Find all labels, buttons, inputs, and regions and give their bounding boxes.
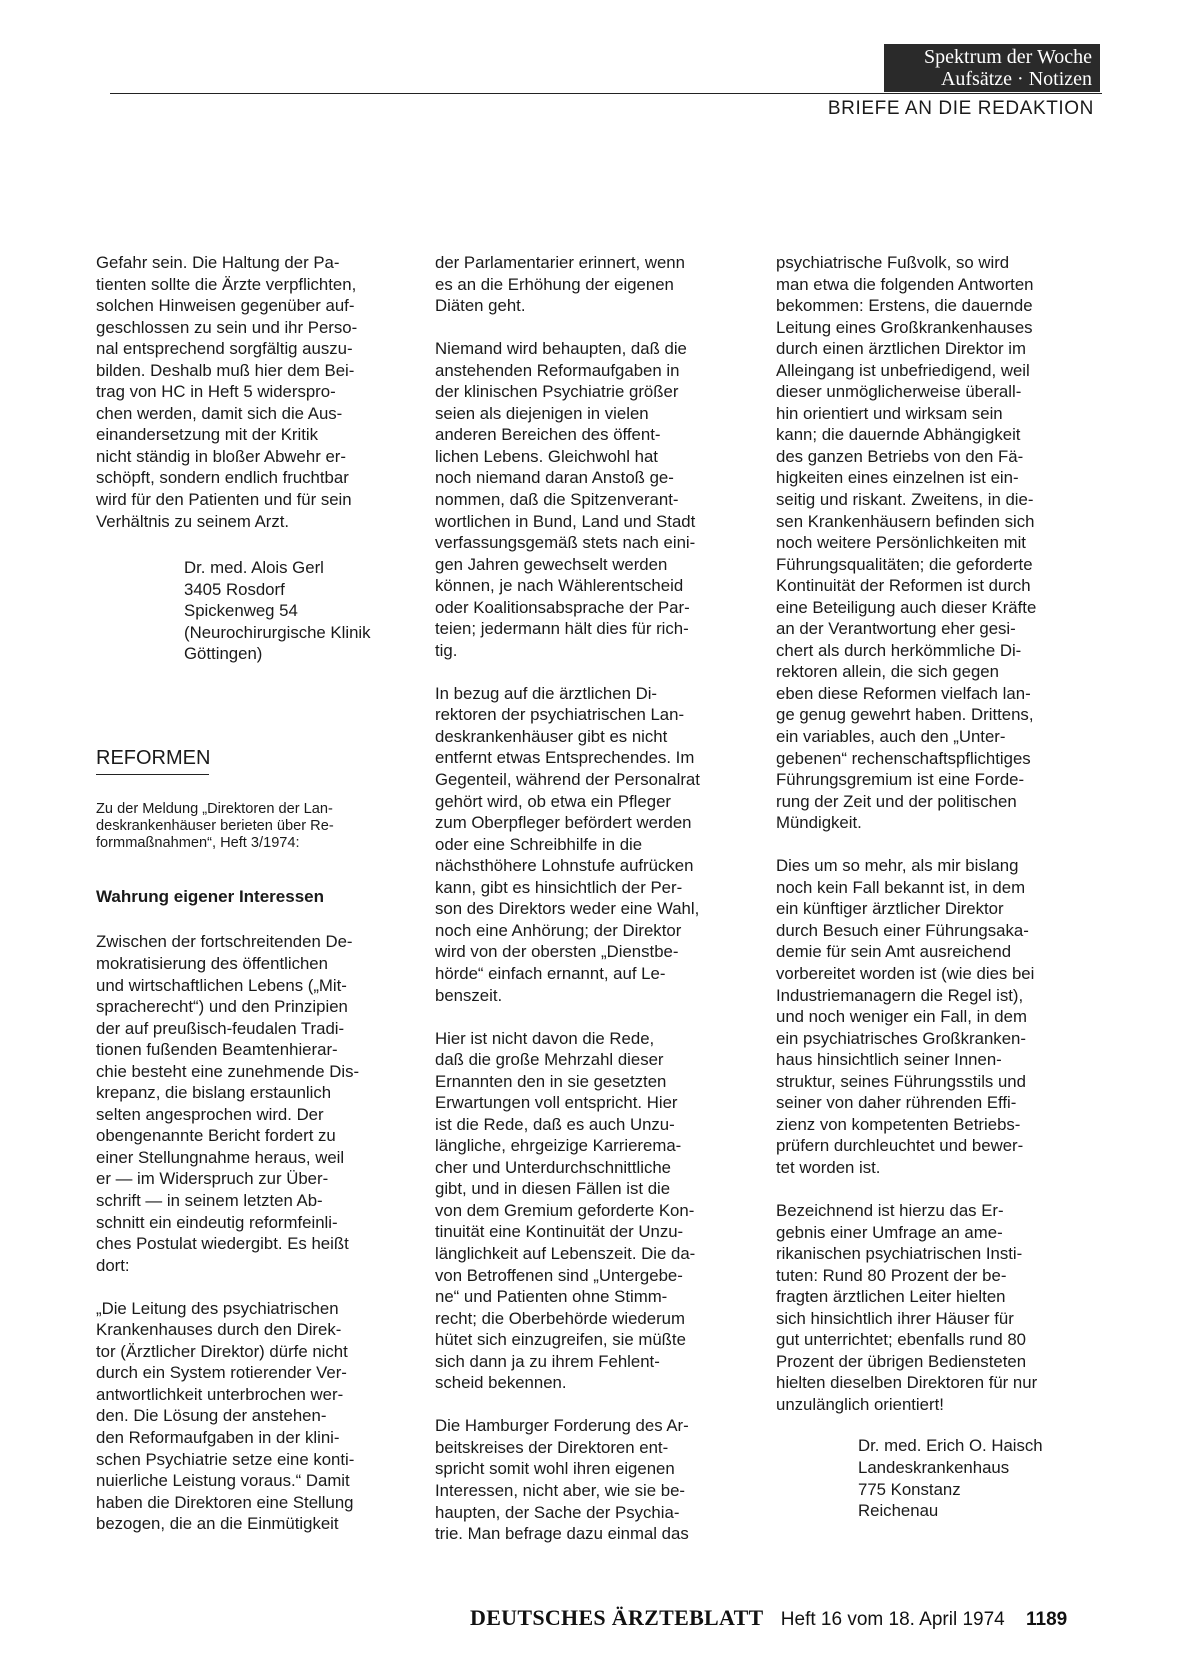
paragraph: Zwischen der fortschreitenden De- mokratisierung des öffentlichen und wirtschaftlichen Lebens („Mit- spracherecht“) und den Prinzipien der auf preußisch-feudalen Tradi- tionen fußenden Beamtenhierar- chie besteht eine zunehmende Dis- krepanz, die bislang erstaunlich selten angesprochen wird. Der obengenannte Bericht fordert zu einer Stellungnahme heraus, weil er — im Widerspruch zur Über- schrift — in seinem letzten Ab- schnitt ein eindeutig reformfeinli- ches Postulat wiedergibt. Es heißt dort: [96,932,360,1275]
letter2-signature: Dr. med. Erich O. Haisch Landeskrankenhaus 775 Konstanz Reichenau [858,1436,1043,1521]
paragraph: Hier ist nicht davon die Rede, daß die große Mehrzahl dieser Ernannten den in sie gesetzten Erwartungen voll entspricht. Hier ist die Rede, daß es auch Unzu- längliche, ehrgeizige Karrierema- cher und Unterdurchschnittliche gibt, und in diesen Fällen ist die von dem Gremium geforderte Kon- tinuität eine Kontinuität der Unzu- länglichkeit auf Lebenszeit. Die da- von Betroffenen sind „Untergebe- ne“ und Patienten ohne Stimm- recht; die Oberbehörde wiederum hütet sich einzugreifen, sie müßte sich dann ja zu ihrem Fehlent- scheid bekennen. [435,1028,696,1393]
column-3 [776,252,1094,1522]
paragraph: Bezeichnend ist hierzu das Er- gebnis einer Umfrage an ame- rikanischen psychiatrischen Insti- tuten: Rund 80 Prozent der be- fragten ärztlichen Leiter hielten sich hinsichtlich ihrer Häuser für gut unterrichtet; ebenfalls rund 80 Prozent der übrigen Bediensteten hielten dieselben Direktoren für nur unzulänglich orientiert! [776,1200,1038,1414]
letter1-body: Gefahr sein. Die Haltung der Pa- tienten sollte die Ärzte verpflichten, solchen Hinweisen gegenüber auf- geschlossen zu sein und ihr Perso- nal entsprechend sorgfältig auszu- bilden. Deshalb muß hier dem Bei- trag von HC in Heft 5 widerspro- chen werden, damit sich die Aus- einandersetzung mit der Kritik nicht ständig in bloßer Abwehr er- schöpft, sondern endlich fruchtbar wird für den Patienten und für sein Verhältnis zu seinem Arzt. [96,253,358,531]
paragraph: Die Hamburger Forderung des Ar- beitskreises der Direktoren ent- spricht somit wohl ihren eigenen Interessen, nicht aber, wie sie be- haupten, der Sache der Psychia- trie. Man befrage dazu einmal das [435,1416,689,1544]
paragraph: In bezug auf die ärztlichen Di- rektoren der psychiatrischen Lan- deskrankenhäuser gibt es nicht entfernt etwas Entsprechendes. Im Gegenteil, während der Personalrat gehört wird, ob etwa ein Pfleger zum Oberpfleger befördert werden oder eine Schreibhilfe in die nächsthöhere Lohnstufe aufrücken kann, gibt es hinsichtlich der Per- son des Direktors weder eine Wahl, noch eine Anhörung; der Direktor wird von der obersten „Dienstbe- hörde“ einfach ernannt, auf Le- benszeit. [435,683,700,1005]
issue-info: Heft 16 vom 18. April 1974 [780,1609,1005,1630]
column-1 [96,252,414,1535]
page-number: 1189 [1026,1609,1068,1630]
paragraph: Dies um so mehr, als mir bislang noch kein Fall bekannt ist, in dem ein künftiger ärztlicher Direktor durch Besuch einer Führungsaka- demie für sein Amt ausreichend vorbereitet worden ist (wie dies bei Industriemanagern die Regel ist), und noch weniger ein Fall, in dem ein psychiatrisches Großkranken- haus hinsichtlich seiner Innen- struktur, seines Führungsstils und seiner von daher rührenden Effi- zienz von kompetenten Betriebs- prüfern durchleuchtet und bewer- tet worden ist. [776,856,1035,1177]
rubric-heading: REFORMEN [96,747,209,775]
section-badge [884,44,1100,92]
letter2-title: Wahrung eigener Interessen [96,887,324,907]
journal-name: DEUTSCHES ÄRZTEBLATT [470,1605,764,1630]
section-title: BRIEFE AN DIE REDAKTION [827,98,1094,119]
paragraph: der Parlamentarier erinnert, wenn es an die Erhöhung der eigenen Diäten geht. [435,253,685,316]
badge-line-2: Aufsätze · Notizen [940,68,1092,90]
paragraph: Niemand wird behaupten, daß die anstehenden Reformaufgaben in der klinischen Psychiatrie größer seien als diejenigen in vielen anderen Bereichen des öffent- lichen Lebens. Gleichwohl hat noch niemand daran Anstoß ge- nommen, daß die Spitzenverant- wortlichen in Bund, Land und Stadt verfassungsgemäß stets nach eini- gen Jahren gewechselt werden können, je nach Wählerentscheid oder Koalitionsabsprache der Par- teien; jedermann hält dies für rich- tig. [435,339,696,660]
letter1-signature: Dr. med. Alois Gerl 3405 Rosdorf Spickenweg 54 (Neurochirurgische Klinik Göttingen) [184,558,371,664]
page-footer [470,1605,1067,1631]
badge-line-1: Spektrum der Woche [924,46,1092,68]
paragraph: „Die Leitung des psychiatrischen Krankenhauses durch den Direk- tor (Ärztlicher Direktor) dürfe nicht durch ein System rotierender Ver- antwortlichkeit unterbrochen wer- den. Die Lösung der anstehen- den Reformaufgaben in der klini- schen Psychiatrie setze eine konti- nuierliche Leistung voraus.“ Damit haben die Direktoren eine Stellung bezogen, die an die Einmütigkeit [96,1298,355,1534]
reference-note: Zu der Meldung „Direktoren der Lan- deskrankenhäuser berieten über Re- formmaßnahmen“, Heft 3/1974: [96,800,334,852]
paragraph: psychiatrische Fußvolk, so wird man etwa die folgenden Antworten bekommen: Erstens, die dauernde Leitung eines Großkrankenhauses durch einen ärztlichen Direktor im Alleingang ist unbefriedigend, weil dieser unmöglicherweise überall- hin orientiert und wirksam sein kann; die dauernde Abhängigkeit des ganzen Betriebs von den Fä- higkeiten eines einzelnen ist ein- seitig und riskant. Zweitens, in die- sen Krankenhäusern befinden sich noch weitere Persönlichkeiten mit Führungsqualitäten; die geforderte Kontinuität der Reformen ist durch eine Beteiligung auch dieser Kräfte an der Verantwortung eher gesi- chert als durch herkömmliche Di- rektoren allein, die sich gegen eben diese Reformen vielfach lan- ge genug gewehrt haben. Drittens, ein variables, auch den „Unter- gebenen“ rechenschaftspflichtiges Führungsgremium ist eine Forde- rung der Zeit und der politischen Mündigkeit. [776,253,1037,833]
header-rule [110,93,1102,94]
column-2 [435,252,753,1545]
